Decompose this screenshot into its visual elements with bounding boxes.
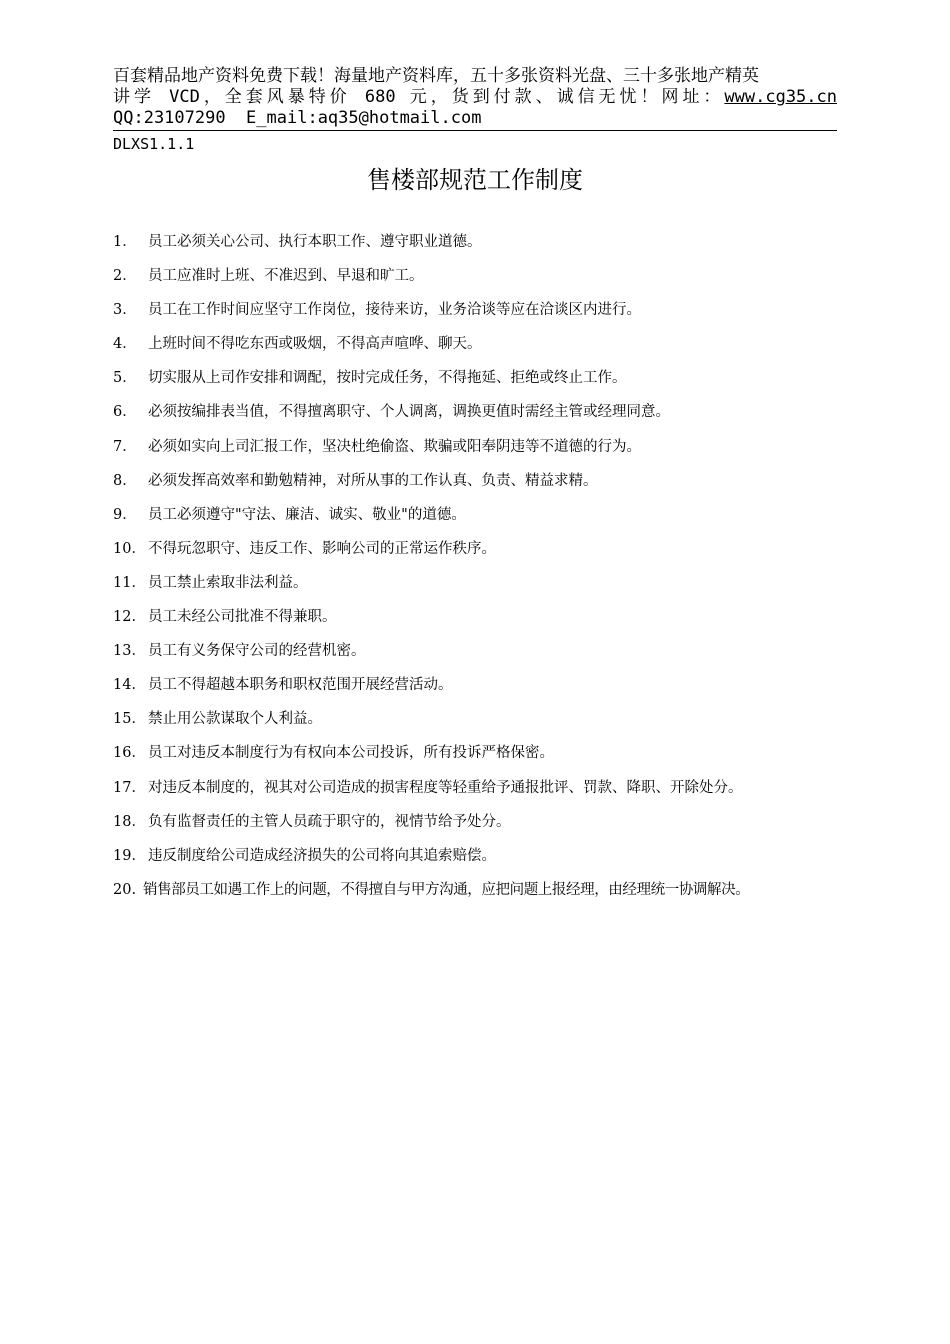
rule-number: 3． <box>113 302 137 319</box>
rule-number: 20. <box>113 881 137 898</box>
rule-number: 13． <box>113 643 146 660</box>
rule-number: 4． <box>113 336 137 353</box>
rule-item <box>113 536 843 570</box>
rule-item <box>113 706 843 740</box>
rule-text: 对违反本制度的，视其对公司造成的损害程度等轻重给予通报批评、罚款、降职、开除处分。 <box>148 779 743 796</box>
rule-item <box>113 843 843 877</box>
rule-number: 7． <box>113 438 137 455</box>
rule-number: 8． <box>113 472 137 489</box>
rule-text: 员工禁止索取非法利益。 <box>148 574 308 591</box>
rule-item <box>113 331 843 365</box>
rule-item <box>113 604 843 638</box>
rule-number: 12． <box>113 609 146 626</box>
rule-text: 不得玩忽职守、违反工作、影响公司的正常运作秩序。 <box>148 540 496 557</box>
website-link[interactable]: www.cg35.cn <box>724 87 837 107</box>
rule-item <box>113 263 843 297</box>
rule-number: 1． <box>113 234 137 250</box>
rule-text: 禁止用公款谋取个人利益。 <box>148 711 322 728</box>
rule-item <box>113 399 843 433</box>
rule-item <box>113 638 843 672</box>
rule-item <box>113 365 843 399</box>
rule-item <box>113 740 843 774</box>
rule-text: 上班时间不得吃东西或吸烟，不得高声喧哗、聊天。 <box>148 336 482 353</box>
rule-text: 员工应准时上班、不准迟到、早退和旷工。 <box>148 268 424 285</box>
rule-item <box>113 229 843 263</box>
rule-number: 5． <box>113 370 137 387</box>
rule-number: 2． <box>113 268 137 285</box>
document-code: DLXS1.1.1 <box>113 135 195 153</box>
page-title: 售楼部规范工作制度 <box>367 166 583 194</box>
header-contact-line: QQ:23107290 E_mail:aq35@hotmail.com <box>113 108 482 128</box>
rule-number: 16． <box>113 745 146 762</box>
rule-text: 必须按编排表当值，不得擅离职守、个人调离，调换更值时需经主管或经理同意。 <box>148 404 670 421</box>
rule-number: 18． <box>113 813 146 830</box>
rule-item <box>113 468 843 502</box>
rule-text: 必须如实向上司汇报工作，坚决杜绝偷盗、欺骗或阳奉阴违等不道德的行为。 <box>148 438 641 455</box>
header-line-2 <box>113 87 837 108</box>
rule-text: 销售部员工如遇工作上的问题，不得擅自与甲方沟通，应把问题上报经理，由经理统一协调解决。 <box>143 881 750 898</box>
rule-item <box>113 877 843 911</box>
rule-number: 15． <box>113 711 146 728</box>
rule-text: 员工必须遵守"守法、廉洁、诚实、敬业"的道德。 <box>148 506 466 523</box>
rule-text: 员工必须关心公司、执行本职工作、遵守职业道德。 <box>148 234 482 250</box>
rule-item <box>113 809 843 843</box>
rules-list <box>113 229 843 911</box>
rule-number: 10． <box>113 540 146 557</box>
rule-number: 6． <box>113 404 137 421</box>
rule-item <box>113 297 843 331</box>
rule-text: 员工不得超越本职务和职权范围开展经营活动。 <box>148 677 453 694</box>
rule-item <box>113 775 843 809</box>
rule-item <box>113 672 843 706</box>
rule-text: 必须发挥高效率和勤勉精神，对所从事的工作认真、负责、精益求精。 <box>148 472 598 489</box>
rule-number: 19． <box>113 847 146 864</box>
rule-number: 9． <box>113 506 137 523</box>
rule-number: 14． <box>113 677 146 694</box>
rule-text: 员工有义务保守公司的经营机密。 <box>148 643 366 660</box>
rule-text: 切实服从上司作安排和调配，按时完成任务，不得拖延、拒绝或终止工作。 <box>148 370 627 387</box>
page-header <box>113 66 837 131</box>
rule-text: 员工在工作时间应坚守工作岗位，接待来访，业务洽谈等应在洽谈区内进行。 <box>148 302 641 319</box>
rule-item <box>113 502 843 536</box>
header-line-1: 百套精品地产资料免费下载！海量地产资料库，五十多张资料光盘、三十多张地产精英 <box>113 66 759 86</box>
rule-number: 11． <box>113 574 146 591</box>
rule-text: 员工未经公司批准不得兼职。 <box>148 609 337 626</box>
rule-number: 17． <box>113 779 146 796</box>
rule-text: 违反制度给公司造成经济损失的公司将向其追索赔偿。 <box>148 847 496 864</box>
rule-text: 负有监督责任的主管人员疏于职守的，视情节给予处分。 <box>148 813 511 830</box>
header-line-2-text: 讲学 VCD，全套风暴特价 680 元，货到付款、诚信无忧！网址： <box>113 87 725 107</box>
rule-text: 员工对违反本制度行为有权向本公司投诉，所有投诉严格保密。 <box>148 745 554 762</box>
rule-item <box>113 570 843 604</box>
rule-item <box>113 434 843 468</box>
